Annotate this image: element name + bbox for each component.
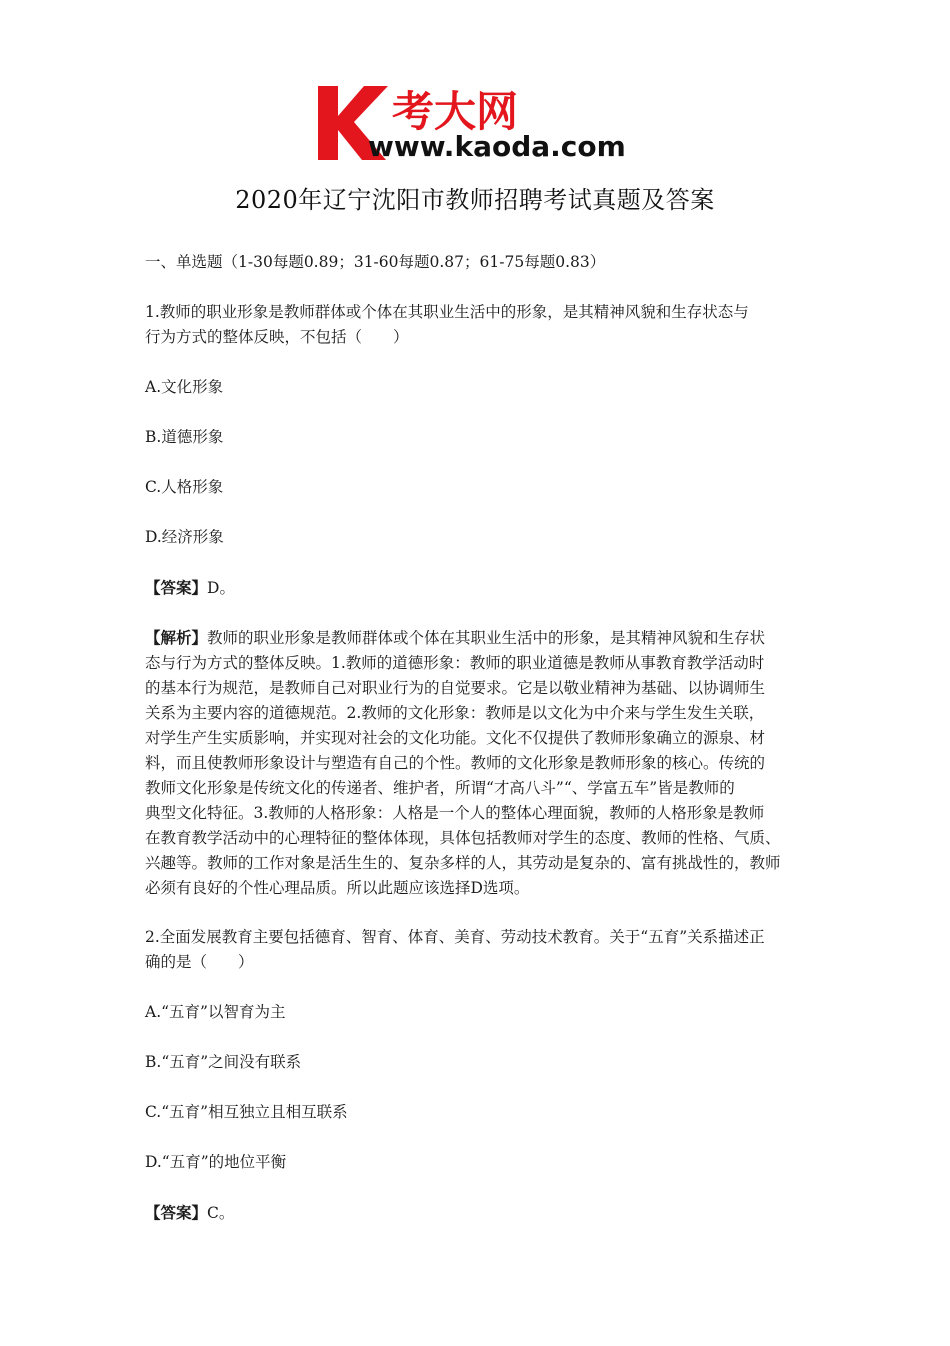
question-2-stem — [145, 925, 810, 975]
analysis-line: 料，而且使教师形象设计与塑造有自己的个性。教师的文化形象是教师形象的核心。传统的 — [145, 754, 766, 772]
analysis-line: 态与行为方式的整体反映。1.教师的道德形象：教师的职业道德是教师从事教育教学活动时 — [145, 654, 765, 672]
question-1-stem-line: 行为方式的整体反映，不包括（ ） — [145, 328, 409, 346]
analysis-line: 关系为主要内容的道德规范。2.教师的文化形象：教师是以文化为中介来与学生发生关联， — [145, 704, 765, 722]
question-1-analysis — [145, 625, 810, 901]
answer-value: D。 — [207, 579, 235, 597]
analysis-line: 教师的职业形象是教师群体或个体在其职业生活中的形象，是其精神风貌和生存状 — [207, 629, 766, 647]
analysis-line: 的基本行为规范，是教师自己对职业行为的自觉要求。它是以敬业精神为基础、以协调师生 — [145, 679, 766, 697]
analysis-line: 必须有良好的个性心理品质。所以此题应该选择D选项。 — [145, 879, 530, 897]
question-1-stem — [145, 300, 810, 350]
question-1-answer — [145, 575, 810, 601]
question-1-option-a: A.文化形象 — [145, 378, 224, 396]
question-2-option-c: C.“五育”相互独立且相互联系 — [145, 1103, 348, 1121]
analysis-line: 兴趣等。教师的工作对象是活生生的、复杂多样的人，其劳动是复杂的、富有挑战性的，教师 — [145, 854, 781, 872]
answer-label: 【答案】 — [145, 578, 208, 597]
analysis-line: 对学生产生实质影响，并实现对社会的文化功能。文化不仅提供了教师形象确立的源泉、材 — [145, 729, 766, 747]
question-2-option-d: D.“五育”的地位平衡 — [145, 1153, 287, 1171]
question-2-option-a: A.“五育”以智育为主 — [145, 1003, 286, 1021]
question-2-stem-line: 2.全面发展教育主要包括德育、智育、体育、美育、劳动技术教育。关于“五育”关系描述正 — [145, 928, 765, 946]
answer-label: 【答案】 — [145, 1203, 208, 1222]
question-2-stem-line: 确的是（ ） — [145, 953, 254, 971]
question-1-option-b: B.道德形象 — [145, 428, 224, 446]
question-2-option-b: B.“五育”之间没有联系 — [145, 1053, 302, 1071]
logo-brand-url: www.kaoda.com — [368, 130, 626, 162]
question-1-stem-line: 1.教师的职业形象是教师群体或个体在其职业生活中的形象，是其精神风貌和生存状态与 — [145, 303, 749, 321]
section-heading: 一、单选题（1-30每题0.89；31-60每题0.87；61-75每题0.83） — [145, 253, 606, 271]
question-1-option-c: C.人格形象 — [145, 478, 224, 496]
kaoda-logo — [318, 80, 648, 162]
question-2-answer — [145, 1200, 810, 1226]
logo-brand-cn: 考大网 — [392, 87, 519, 136]
kaoda-logo-mark — [318, 80, 648, 162]
analysis-line: 在教育教学活动中的心理特征的整体体现，具体包括教师对学生的态度、教师的性格、气质、 — [145, 829, 781, 847]
analysis-line: 典型文化特征。3.教师的人格形象：人格是一个人的整体心理面貌，教师的人格形象是教师 — [145, 804, 765, 822]
analysis-first-line — [145, 625, 810, 651]
question-1-option-d: D.经济形象 — [145, 528, 224, 546]
document-title: 2020年辽宁沈阳市教师招聘考试真题及答案 — [235, 186, 715, 214]
analysis-label: 【解析】 — [145, 628, 208, 647]
analysis-line: 教师文化形象是传统文化的传递者、维护者，所谓“才高八斗”“、学富五车”皆是教师的 — [145, 779, 735, 797]
answer-value: C。 — [207, 1204, 235, 1222]
